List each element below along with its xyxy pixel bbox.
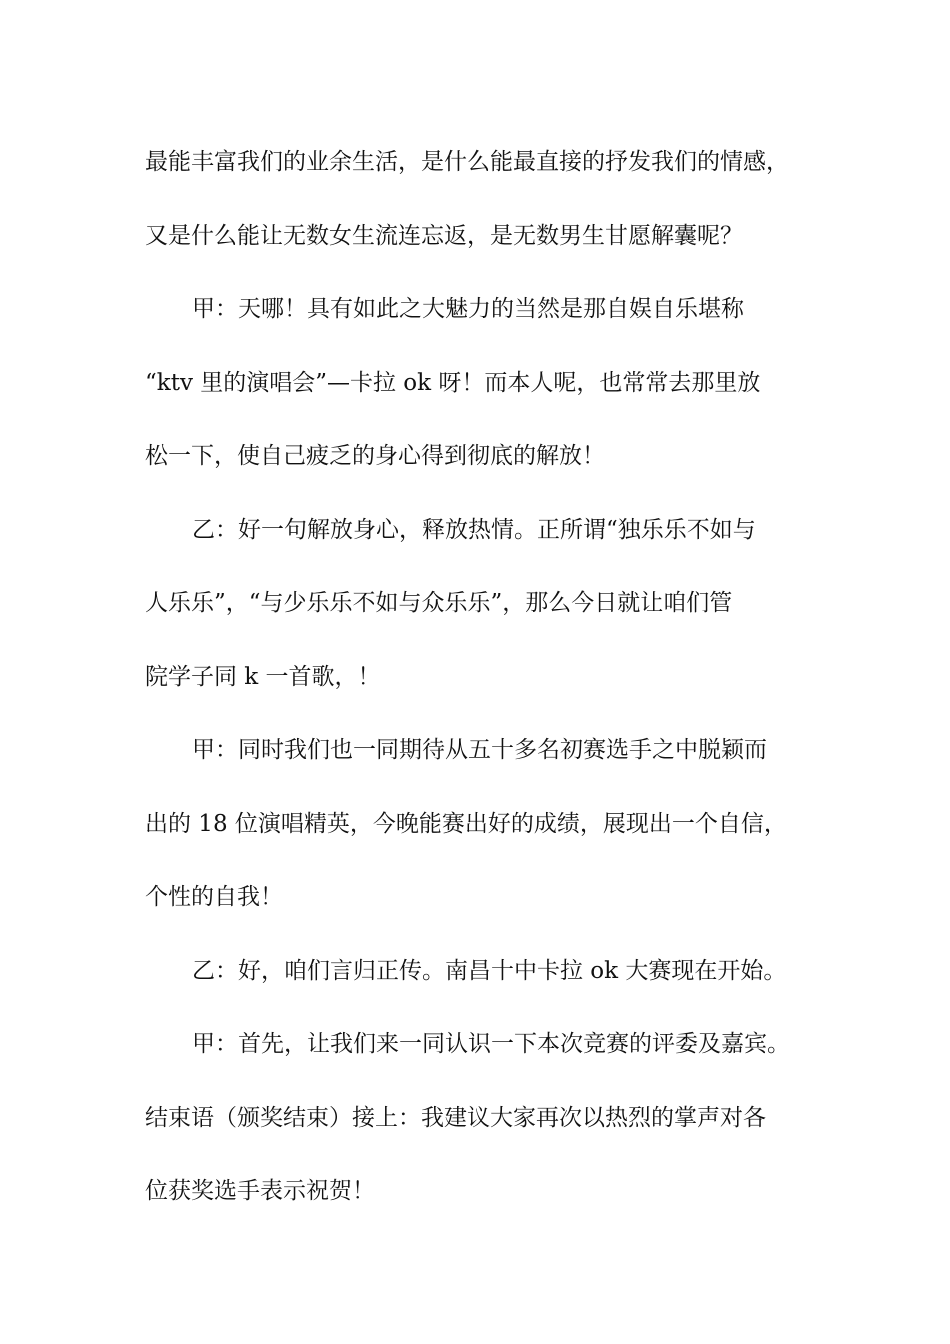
text-line-7: 人乐乐”，“与少乐乐不如与众乐乐”，那么今日就让咱们管 [145,590,733,616]
text-line-11: 个性的自我！ [145,884,283,910]
text-line-8: 院学子同 k 一首歌，！ [145,663,381,690]
text-line-5: 松一下，使自己疲乏的身心得到彻底的解放！ [145,443,605,469]
text-line-15: 位获奖选手表示祝贺！ [145,1178,375,1204]
text-line-4: “ktv 里的演唱会”—卡拉 ok 呀！而本人呢，也常常去那里放 [145,369,761,396]
text-line-1: 最能丰富我们的业余生活，是什么能最直接的抒发我们的情感， [145,149,789,175]
text-line-9: 甲：同时我们也一同期待从五十多名初赛选手之中脱颖而 [192,737,767,763]
text-line-13: 甲：首先，让我们来一同认识一下本次竞赛的评委及嘉宾。 [192,1031,790,1057]
text-line-10: 出的 18 位演唱精英，今晚能赛出好的成绩，展现出一个自信， [145,810,787,837]
text-line-3: 甲：天哪！具有如此之大魅力的当然是那自娱自乐堪称 [192,296,744,322]
text-line-6: 乙：好一句解放身心，释放热情。正所谓“独乐乐不如与 [192,516,756,543]
text-line-14: 结束语（颁奖结束）接上：我建议大家再次以热烈的掌声对各 [145,1104,766,1131]
text-line-12: 乙：好，咱们言归正传。南昌十中卡拉 ok 大赛现在开始。 [192,957,787,984]
document-body [145,126,845,1229]
text-line-2: 又是什么能让无数女生流连忘返，是无数男生甘愿解囊呢？ [145,222,743,249]
